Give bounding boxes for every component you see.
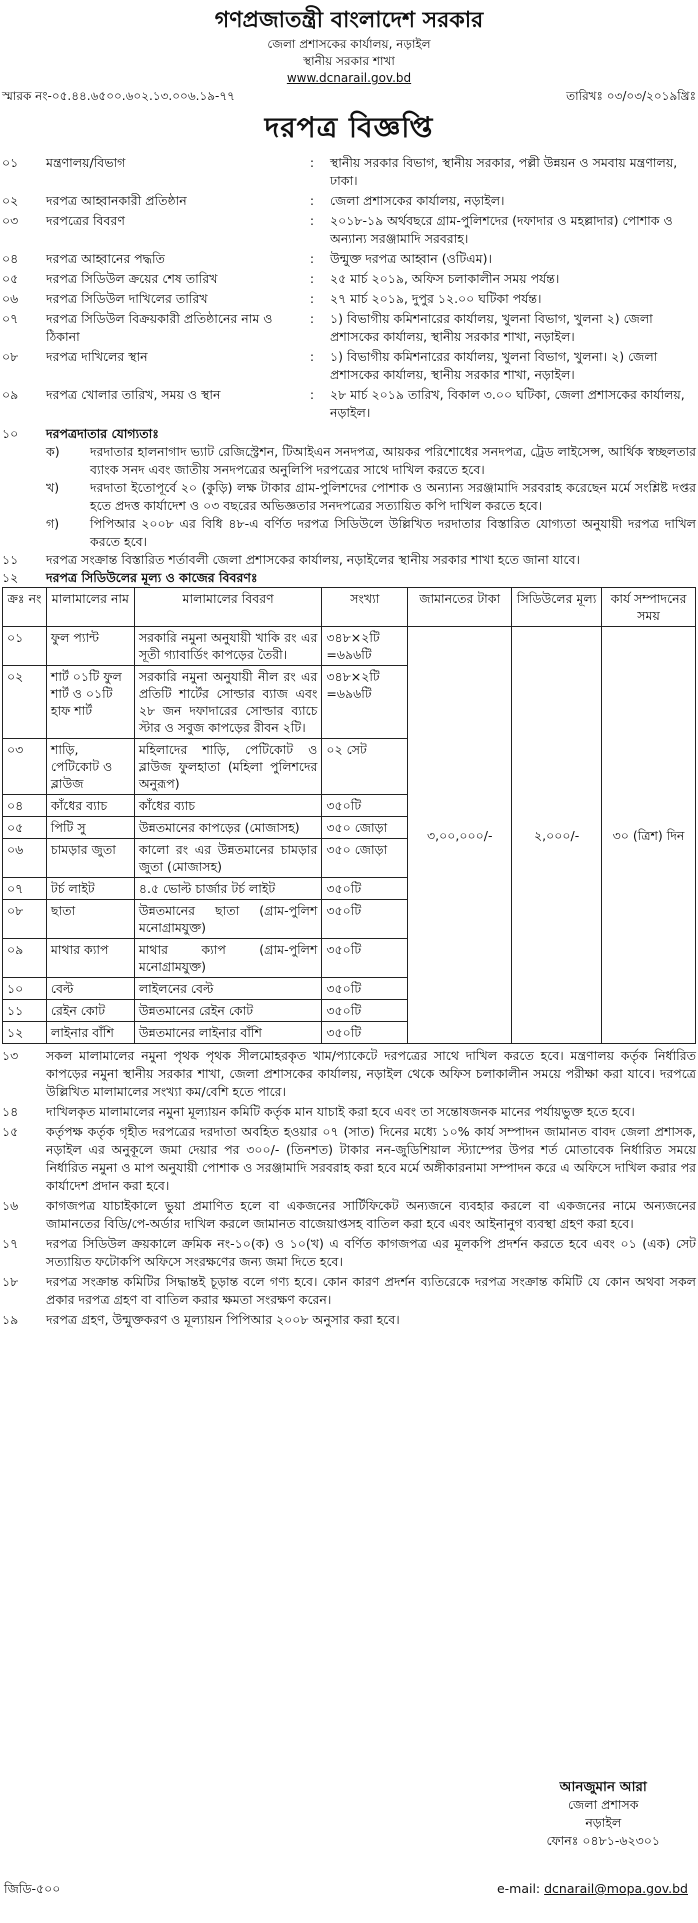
memo-row xyxy=(0,87,698,105)
qualification-list xyxy=(0,443,698,551)
field-label: দরপত্র দাখিলের স্থান xyxy=(46,349,148,364)
qualification-item xyxy=(0,479,698,515)
cell-quantity: ৩৫০টি xyxy=(322,939,408,978)
field-colon: : xyxy=(309,193,315,208)
items-table xyxy=(2,587,696,1044)
cell-serial: ১১ xyxy=(3,1000,47,1022)
cell-serial: ০৮ xyxy=(3,900,47,939)
field-value: ২৭ মার্চ ২০১৯, দুপুর ১২.০০ ঘটিকা পর্যন্ত। xyxy=(330,291,542,306)
notice-title: দরপত্র বিজ্ঞপ্তি xyxy=(264,111,434,144)
cell-bond: ৩,০০,০০০/- xyxy=(408,627,512,1044)
field-value: স্থানীয় সরকার বিভাগ, স্থানীয় সরকার, পল্লী উন্নয়ন ও সমবায় মন্ত্রণালয়, ঢাকা। xyxy=(330,155,678,188)
cell-quantity: ৩৪৮×২টি =৬৯৬টি xyxy=(322,666,408,739)
cell-description: সরকারি নমুনা অনুযায়ী খাকি রং এর সূতী গ্যাবার্ডিং কাপড়ের তৈরী। xyxy=(134,627,322,666)
cell-duration: ৩০ (ত্রিশ) দিন xyxy=(602,627,696,1044)
note-text: দাখিলকৃত মালামালের নমুনা মূল্যায়ন কমিটি কর্তৃক মান যাচাই করা হবে এবং তা সন্তোষজনক মানের পর্যায়ভুক্ত হতে হবে। xyxy=(46,1104,635,1119)
qualification-text: পিপিআর ২০০৮ এর বিধি ৪৮-এ বর্ণিত দরপত্র সিডিউলে উল্লিখিত দরদাতার বিস্তারিত যোগ্যতা অনুযায়ী দরপত্র দাখিল করতে হবে। xyxy=(90,516,696,549)
table-row xyxy=(3,627,696,666)
header-description: মালামালের বিবরণ xyxy=(134,588,322,627)
field-number: ০৪ xyxy=(2,251,19,266)
cell-item-name: শার্ট ০১টি ফুল শার্ট ও ০১টি হাফ শার্ট xyxy=(46,666,134,739)
cell-description: উন্নতমানের লাইনার বাঁশি xyxy=(134,1022,322,1044)
field-number: ০১ xyxy=(2,155,19,170)
memo-date: তারিখঃ ০৩/০৩/২০১৯খ্রিঃ xyxy=(566,89,696,103)
cell-description: উন্নতমানের ছাতা (গ্রাম-পুলিশ মনোগ্রামযুক্ত) xyxy=(134,900,322,939)
cell-item-name: চামড়ার জুতা xyxy=(46,839,134,878)
cell-description: মহিলাদের শাড়ি, পেটিকোট ও ব্লাউজ ফুলহাতা (মহিলা পুলিশদের অনুরূপ) xyxy=(134,739,322,795)
field-value: ২৫ মার্চ ২০১৯, অফিস চলাকালীন সময় পর্যন্ত। xyxy=(330,271,560,286)
note-text: সকল মালামালের নমুনা পৃথক পৃথক সীলমোহরকৃত খাম/প্যাকেটে দরপত্রের সাথে দাখিল করতে হবে। মন্ত্রণালয় কর্তৃক নির্ধারিত কাপড়ের নমুনা স্থানীয় সরকার শাখা, জেলা প্রশাসকের কার্যালয়, নড়াইল থেকে অফিস চলাকালীন সময়ে পরীক্ষা করা যাবে। দরপত্রে উল্লিখিত মালামালের সংখ্যা কম/বেশি হতে পারে। xyxy=(46,1048,696,1099)
field-number: ০৬ xyxy=(2,291,19,306)
item-11-text: দরপত্র সংক্রান্ত বিস্তারিত শর্তাবলী জেলা প্রশাসকের কার্যালয়, নড়াইলের স্থানীয় সরকার শাখা হতে জানা যাবে। xyxy=(46,552,581,567)
note-text: কাগজপত্র যাচাইকালে ভুয়া প্রমাণিত হলে বা একজনের সার্টিফিকেট অন্যজনে ব্যবহার করলে বা একজনের নামে অন্যজনের জামানতের বিডি/পে-অর্ডার দাখিল করলে জামানত বাজেয়াপ্তসহ বাতিল করা হবে এবং আইনানুগ ব্যবস্থা গ্রহণ করা হবে। xyxy=(46,1198,696,1231)
indent xyxy=(2,443,46,479)
header-quantity: সংখ্যা xyxy=(322,588,408,627)
cell-serial: ০১ xyxy=(3,627,47,666)
indent xyxy=(2,479,46,515)
qualification-item xyxy=(0,515,698,551)
field-number: ০৩ xyxy=(2,213,19,228)
field-colon: : xyxy=(309,291,315,306)
field-colon: : xyxy=(309,387,315,402)
header-duration: কার্য সম্পাদনের সময় xyxy=(602,588,696,627)
cell-serial: ০২ xyxy=(3,666,47,739)
cell-serial: ০৯ xyxy=(3,939,47,978)
qualification-mark: গ) xyxy=(46,516,60,531)
cell-description: মাথার ক্যাপ (গ্রাম-পুলিশ মনোগ্রামযুক্ত) xyxy=(134,939,322,978)
gd-number: জিডি-৫০০ xyxy=(4,1881,61,1896)
notes-list xyxy=(0,1046,698,1330)
cell-serial: ০৪ xyxy=(3,795,47,817)
qualification-text: দরদাতা ইতোপূর্বে ২০ (কুড়ি) লক্ষ টাকার গ্রাম-পুলিশদের পোশাক ও অন্যান্য সরঞ্জামাদি সরবরাহ করেছেন মর্মে সংশ্লিষ্ট দপ্তর হতে প্রদত্ত কার্যাদেশ ও ০৩ বছরের অভিজ্ঞতার সনদপত্রের সত্যায়িত কপি দাখিল করতে হবে। xyxy=(90,480,696,513)
field-value: উন্মুক্ত দরপত্র আহ্বান (ওটিএম)। xyxy=(330,251,492,266)
tender-fields xyxy=(0,153,698,423)
item-11 xyxy=(0,551,698,569)
cell-description: কাঁধের ব্যাচ xyxy=(134,795,322,817)
note-text: দরপত্র গ্রহণ, উন্মুক্তকরণ ও মূল্যায়ন পিপিআর ২০০৮ অনুসার করা হবে। xyxy=(46,1312,400,1327)
branch-name: স্থানীয় সরকার শাখা xyxy=(303,54,395,68)
cell-serial: ১০ xyxy=(3,978,47,1000)
header-schedule-price: সিডিউলের মূল্য xyxy=(512,588,602,627)
item-12-text: দরপত্র সিডিউলের মূল্য ও কাজের বিবরণঃ xyxy=(46,570,258,585)
cell-item-name: লাইনার বাঁশি xyxy=(46,1022,134,1044)
cell-quantity: ০২ সেট xyxy=(322,739,408,795)
field-label: দরপত্র সিডিউল বিক্রয়কারী প্রতিষ্ঠানের নাম ও ঠিকানা xyxy=(46,311,273,344)
government-name: গণপ্রজাতন্ত্রী বাংলাদেশ সরকার xyxy=(214,8,484,33)
field-value: ২০১৮-১৯ অর্থবছরে গ্রাম-পুলিশদের (দফাদার ও মহল্লাদার) পোশাক ও অন্যান্য সরঞ্জামাদি সরবরাহ। xyxy=(330,213,673,246)
cell-serial: ০৬ xyxy=(3,839,47,878)
item-12 xyxy=(0,569,698,587)
note-number: ১৮ xyxy=(2,1274,19,1289)
qualifications-number: ১০ xyxy=(2,426,19,441)
email-label: e-mail: xyxy=(496,1881,545,1896)
field-colon: : xyxy=(309,349,315,364)
cell-quantity: ৩৫০ জোড়া xyxy=(322,839,408,878)
cell-item-name: ছাতা xyxy=(46,900,134,939)
cell-item-name: মাথার ক্যাপ xyxy=(46,939,134,978)
cell-serial: ০৫ xyxy=(3,817,47,839)
cell-item-name: রেইন কোট xyxy=(46,1000,134,1022)
field-number: ০২ xyxy=(2,193,19,208)
header-serial: ক্রঃ নং xyxy=(3,588,47,627)
note-number: ১৩ xyxy=(2,1048,19,1063)
qualification-text: দরদাতার হালনাগাদ ভ্যাট রেজিস্ট্রেশন, টিআইএন সনদপত্র, আয়কর পরিশোধের সনদপত্র, ট্রেড লাইসেন্স, আর্থিক স্বচ্ছলতার ব্যাংক সনদ এবং জাতীয় সনদপত্রের অনুলিপি দরপত্রের সাথে দাখিল করতে হবে। xyxy=(90,444,696,477)
memo-number: স্মারক নং-০৫.৪৪.৬৫০০.৬০২.১৩.০০৬.১৯-৭৭ xyxy=(2,89,235,103)
cell-item-name: কাঁধের ব্যাচ xyxy=(46,795,134,817)
table-header-row xyxy=(3,588,696,627)
cell-item-name: বেল্ট xyxy=(46,978,134,1000)
note-number: ১৭ xyxy=(2,1236,19,1251)
qualification-mark: ক) xyxy=(46,444,60,459)
header-bond: জামানতের টাকা xyxy=(408,588,512,627)
cell-quantity: ৩৫০টি xyxy=(322,795,408,817)
note-number: ১৬ xyxy=(2,1198,19,1213)
signatory-place: নড়াইল xyxy=(585,1815,622,1830)
field-label: দরপত্র সিডিউল ক্রয়ের শেষ তারিখ xyxy=(46,271,218,286)
item-12-number: ১২ xyxy=(2,570,19,585)
field-label: দরপত্রের বিবরণ xyxy=(46,213,125,228)
cell-description: লাইলনের বেল্ট xyxy=(134,978,322,1000)
cell-item-name: টর্চ লাইট xyxy=(46,878,134,900)
field-label: দরপত্র আহ্বানকারী প্রতিষ্ঠান xyxy=(46,193,187,208)
cell-quantity: ৩৫০ জোড়া xyxy=(322,817,408,839)
field-colon: : xyxy=(309,155,315,170)
field-label: মন্ত্রণালয়/বিভাগ xyxy=(46,155,126,170)
field-value: ১) বিভাগীয় কমিশনারের কার্যালয়, খুলনা বিভাগ, খুলনা। ২) জেলা প্রশাসকের কার্যালয়, স্থানীয় সরকার শাখা, নড়াইল। xyxy=(330,349,658,382)
note-number: ১৯ xyxy=(2,1312,19,1327)
cell-quantity: ৩৫০টি xyxy=(322,878,408,900)
cell-description: কালো রং এর উন্নতমানের চামড়ার জুতা (মোজাসহ) xyxy=(134,839,322,878)
qualifications-heading xyxy=(0,425,698,443)
field-value: ১) বিভাগীয় কমিশনারের কার্যালয়, খুলনা বিভাগ, খুলনা ২) জেলা প্রশাসকের কার্যালয়, স্থানীয় সরকার শাখা, নড়াইল। xyxy=(330,311,653,344)
letterhead xyxy=(0,0,698,87)
cell-quantity: ৩৪৮×২টি =৬৯৬টি xyxy=(322,627,408,666)
field-value: ২৮ মার্চ ২০১৯ তারিখ, বিকাল ৩.০০ ঘটিকা, জেলা প্রশাসকের কার্যালয়, নড়াইল। xyxy=(330,387,685,420)
cell-quantity: ৩৫০টি xyxy=(322,1000,408,1022)
email-link[interactable]: dcnarail@mopa.gov.bd xyxy=(544,1881,688,1896)
cell-serial: ১২ xyxy=(3,1022,47,1044)
field-colon: : xyxy=(309,311,315,326)
office-name: জেলা প্রশাসকের কার্যালয়, নড়াইল xyxy=(267,37,431,51)
footer xyxy=(4,1880,688,1898)
qualifications-title: দরপত্রদাতার যোগ্যতাঃ xyxy=(46,426,159,441)
cell-description: সরকারি নমুনা অনুযায়ী নীল রং এর প্রতিটি শার্টের সোল্ডার ব্যাজ এবং ২৮ জন দফাদারের সোল্ডার ব্যাচে স্টার ও সবুজ কাপড়ের রীবন ২টি। xyxy=(134,666,322,739)
header-item-name: মালামালের নাম xyxy=(46,588,134,627)
field-number: ০৯ xyxy=(2,387,19,402)
cell-item-name: পিটি সু xyxy=(46,817,134,839)
note-text: দরপত্র সিডিউল ক্রয়কালে ক্রমিক নং-১০(ক) ও ১০(খ) এ বর্ণিত কাগজপত্র এর মূলকপি প্রদর্শন করতে হবে এবং ০১ (এক) সেট সত্যায়িত ফটোকপি অফিসে সংরক্ষণের জন্য জমা দিতে হবে। xyxy=(46,1236,696,1269)
cell-quantity: ৩৫০টি xyxy=(322,1022,408,1044)
indent xyxy=(2,515,46,551)
field-number: ০৭ xyxy=(2,311,19,326)
email-line xyxy=(497,1880,688,1898)
cell-description: উন্নতমানের কাপড়ের (মোজাসহ) xyxy=(134,817,322,839)
signatory-name: আনজুমান আরা xyxy=(559,1779,647,1795)
cell-schedule-price: ২,০০০/- xyxy=(512,627,602,1044)
note-text: কর্তৃপক্ষ কর্তৃক গৃহীত দরপত্রের দরদাতা অবহিত হওয়ার ০৭ (সাত) দিনের মধ্যে ১০% কার্য সম্পাদন জামানত বাবদ জেলা প্রশাসক, নড়াইল এর অনুকূলে জমা দেয়ার পর ৩০০/- (তিনশত) টাকার নন-জুডিশিয়াল স্ট্যাম্পের উপর শর্ত মোতাবেক নির্ধারিত সময়ে নির্ধারিত নমুনা ও মাপ অনুযায়ী পোশাক ও সরঞ্জামাদি সরবরাহ করা হবে মর্মে অঙ্গীকারনামা সম্পাদন করে এ অফিসে দাখিল করার পর কার্যাদেশ প্রদান করা হবে। xyxy=(46,1124,696,1193)
field-number: ০৮ xyxy=(2,349,19,364)
field-colon: : xyxy=(309,213,315,228)
cell-serial: ০৩ xyxy=(3,739,47,795)
cell-description: উন্নতমানের রেইন কোট xyxy=(134,1000,322,1022)
website-link[interactable]: www.dcnarail.gov.bd xyxy=(286,71,412,85)
cell-quantity: ৩৫০টি xyxy=(322,900,408,939)
qualification-item xyxy=(0,443,698,479)
cell-serial: ০৭ xyxy=(3,878,47,900)
signatory-phone: ফোনঃ ০৪৮১-৬২৩০১ xyxy=(546,1833,660,1848)
cell-quantity: ৩৫০টি xyxy=(322,978,408,1000)
cell-item-name: শাড়ি, পেটিকোট ও ব্লাউজ xyxy=(46,739,134,795)
signature-block xyxy=(546,1778,660,1850)
signatory-designation: জেলা প্রশাসক xyxy=(567,1797,639,1812)
field-number: ০৫ xyxy=(2,271,19,286)
field-value: জেলা প্রশাসকের কার্যালয়, নড়াইল। xyxy=(330,193,505,208)
cell-item-name: ফুল প্যান্ট xyxy=(46,627,134,666)
field-colon: : xyxy=(309,271,315,286)
note-number: ১৪ xyxy=(2,1104,19,1119)
qualification-mark: খ) xyxy=(46,480,60,495)
field-label: দরপত্র সিডিউল দাখিলের তারিখ xyxy=(46,291,208,306)
cell-description: ৪.৫ ভোল্ট চার্জার টর্চ লাইট xyxy=(134,878,322,900)
field-colon: : xyxy=(309,251,315,266)
note-number: ১৫ xyxy=(2,1124,19,1139)
note-text: দরপত্র সংক্রান্ত কমিটির সিদ্ধান্তই চূড়ান্ত বলে গণ্য হবে। কোন কারণ প্রদর্শন ব্যতিরেকে দরপত্র সংক্রান্ত কমিটি যে কোন অথবা সকল প্রকার দরপত্র গ্রহণ বা বাতিল করার ক্ষমতা সংরক্ষণ করেন। xyxy=(46,1274,696,1307)
item-11-number: ১১ xyxy=(2,552,19,567)
field-label: দরপত্র খোলার তারিখ, সময় ও স্থান xyxy=(46,387,221,402)
field-label: দরপত্র আহ্বানের পদ্ধতি xyxy=(46,251,165,266)
